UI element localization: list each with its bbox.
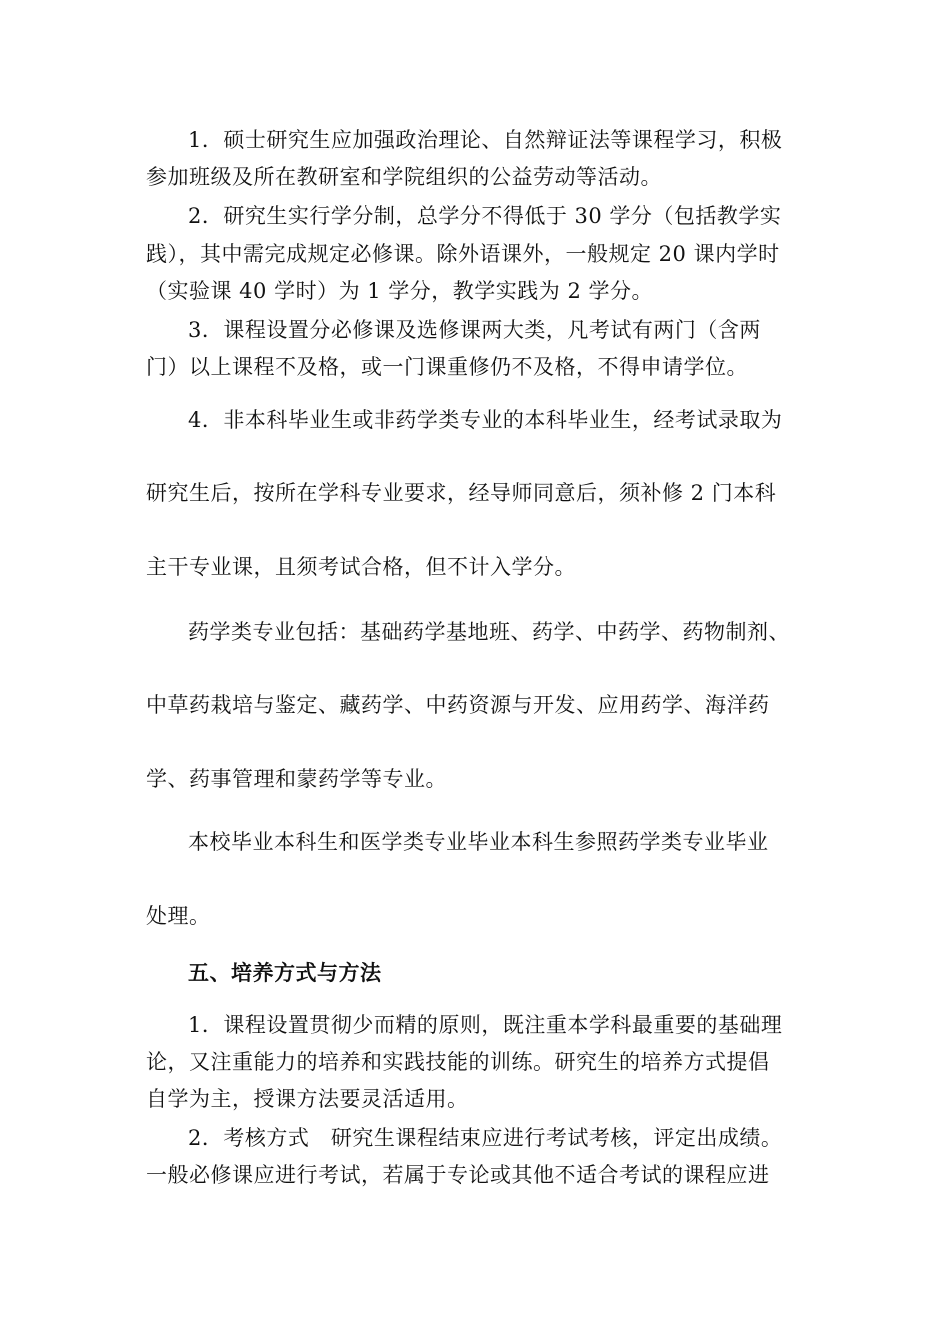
text-line: 研究生后，按所在学科专业要求，经导师同意后，须补修 2 门本科 [146,481,777,505]
text-line: 4．非本科毕业生或非药学类专业的本科毕业生，经考试录取为 [188,408,783,432]
text-line: 处理。 [146,904,211,928]
text-line: 论，又注重能力的培养和实践技能的训练。研究生的培养方式提倡 [146,1050,770,1074]
text-line: 践），其中需完成规定必修课。除外语课外，一般规定 20 课内学时 [146,242,780,266]
text-line: （实验课 40 学时）为 1 学分，教学实践为 2 学分。 [146,279,653,303]
section-heading: 五、培养方式与方法 [188,960,382,985]
text-line: 自学为主，授课方法要灵活适用。 [146,1087,469,1111]
text-line: 中草药栽培与鉴定、藏药学、中药资源与开发、应用药学、海洋药 [146,693,770,717]
text-line: 学、药事管理和蒙药学等专业。 [146,767,447,791]
text-line: 3．课程设置分必修课及选修课两大类，凡考试有两门（含两 [188,318,761,342]
text-line: 药学类专业包括：基础药学基地班、药学、中药学、药物制剂、 [188,620,790,644]
text-line: 主干专业课，且须考试合格，但不计入学分。 [146,555,576,579]
text-line: 1．硕士研究生应加强政治理论、自然辩证法等课程学习，积极 [188,128,783,152]
text-line: 参加班级及所在教研室和学院组织的公益劳动等活动。 [146,165,662,189]
text-line: 1．课程设置贯彻少而精的原则，既注重本学科最重要的基础理 [188,1013,783,1037]
text-line: 门）以上课程不及格，或一门课重修仍不及格，不得申请学位。 [146,355,748,379]
text-line: 一般必修课应进行考试，若属于专论或其他不适合考试的课程应进 [146,1163,770,1187]
text-line: 2．研究生实行学分制，总学分不得低于 30 学分（包括教学实 [188,204,782,228]
text-line: 本校毕业本科生和医学类专业毕业本科生参照药学类专业毕业 [188,830,769,854]
text-line: 2．考核方式 研究生课程结束应进行考试考核，评定出成绩。 [188,1126,783,1150]
